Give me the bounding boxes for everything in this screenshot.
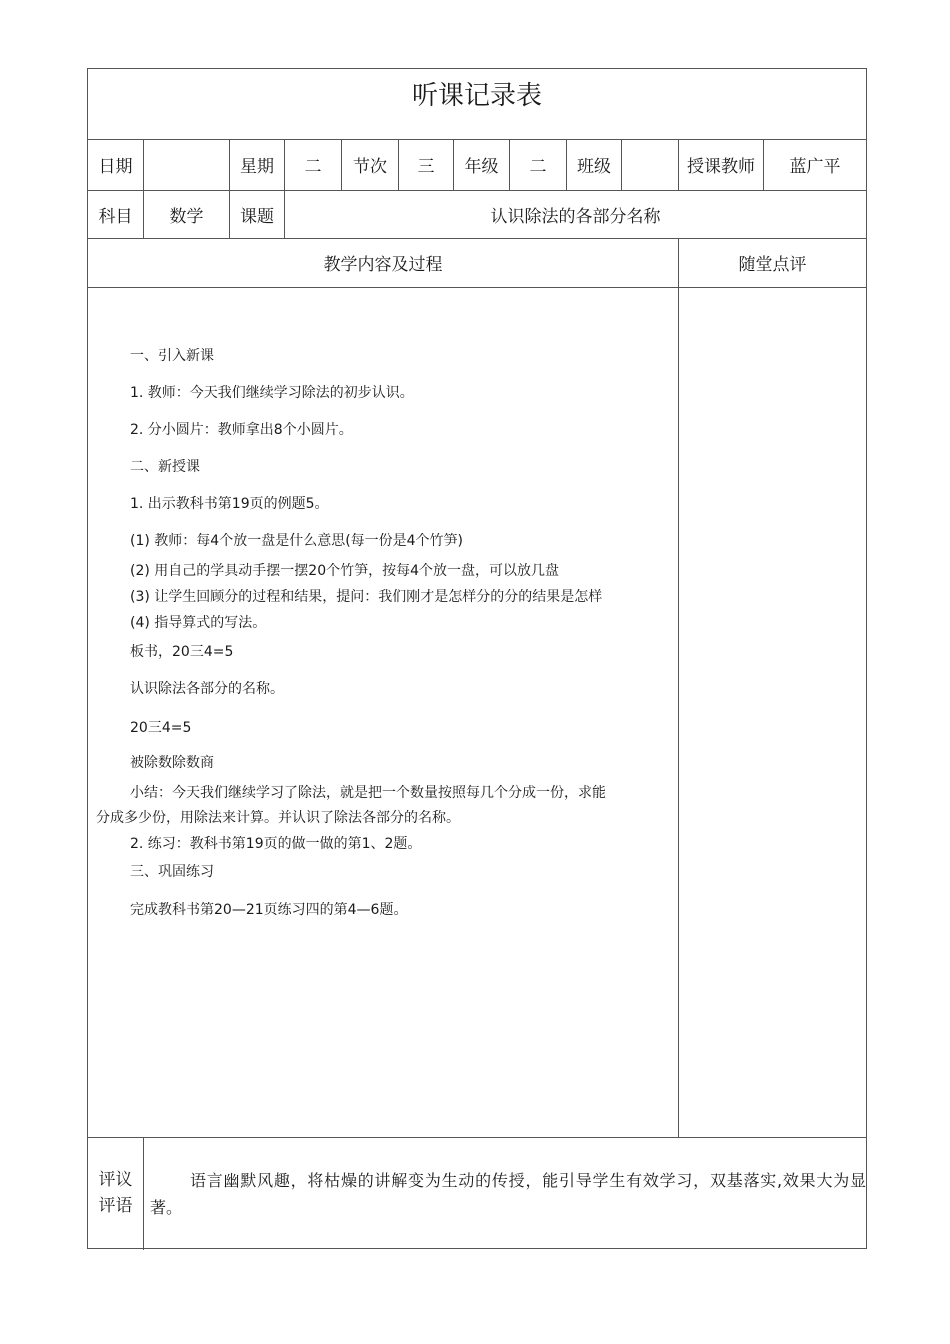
content-line: 一、引入新课 <box>130 348 214 364</box>
content-line: 1. 出示教科书第19页的例题5。 <box>130 496 329 512</box>
subject-value: 数学 <box>169 206 204 227</box>
subject-label: 科目 <box>98 206 133 227</box>
date-label: 日期 <box>98 157 133 177</box>
content-line: 被除数除数商 <box>130 755 214 771</box>
date-value <box>144 139 229 190</box>
teacher-value: 蓝广平 <box>789 157 841 177</box>
class-label: 班级 <box>577 157 611 177</box>
grade-label: 年级 <box>464 157 499 177</box>
content-line: 分成多少份，用除法来计算。并认识了除法各部分的名称。 <box>96 810 460 826</box>
comment-label-line: 评议 <box>98 1170 133 1190</box>
lesson-record-form <box>87 68 867 1249</box>
content-line: 2. 分小圆片：教师拿出8个小圆片。 <box>130 422 353 438</box>
row-divider <box>88 287 866 288</box>
form-title: 听课记录表 <box>411 81 542 111</box>
period-value: 三 <box>417 157 435 177</box>
content-line: (2) 用自己的学具动手摆一摆20个竹笋，按每4个放一盘，可以放几盘 <box>130 563 560 579</box>
content-header: 教学内容及过程 <box>323 255 443 275</box>
comment-label <box>88 1137 143 1249</box>
grade-value: 二 <box>529 157 547 177</box>
weekday-value: 二 <box>304 157 322 177</box>
topic-label: 课题 <box>240 206 274 227</box>
content-line: 20三4=5 <box>130 720 192 736</box>
content-line: 板书，20三4=5 <box>130 644 234 660</box>
content-line: 三、巩固练习 <box>130 864 214 880</box>
content-line: (1) 教师：每4个放一盘是什么意思(每一份是4个竹笋) <box>130 533 464 549</box>
content-line: 小结：今天我们继续学习了除法，就是把一个数量按照每几个分成一份，求能 <box>130 785 606 801</box>
content-line: 认识除法各部分的名称。 <box>130 681 284 697</box>
comment-text: 语言幽默风趣，将枯燥的讲解变为生动的传授，能引导学生有效学习，双基落实,效果大为显著。 <box>150 1171 866 1217</box>
content-line: (4) 指导算式的写法。 <box>130 615 267 631</box>
teacher-label: 授课教师 <box>687 157 755 177</box>
col-divider <box>678 238 679 1137</box>
row-divider <box>88 1137 866 1138</box>
col-divider <box>143 1137 144 1250</box>
content-line: 完成教科书第20—21页练习四的第4—6题。 <box>130 902 408 918</box>
content-line: 二、新授课 <box>130 459 200 475</box>
content-line: 2. 练习：教科书第19页的做一做的第1、2题。 <box>130 836 422 852</box>
class-value <box>622 139 678 190</box>
topic-value: 认识除法的各部分名称 <box>490 206 661 227</box>
comment-label-line: 评语 <box>98 1196 133 1216</box>
remarks-header: 随堂点评 <box>738 255 807 275</box>
content-line: 1. 教师：今天我们继续学习除法的初步认识。 <box>130 385 414 401</box>
weekday-label: 星期 <box>240 157 274 177</box>
period-label: 节次 <box>353 157 387 177</box>
content-line: (3) 让学生回顾分的过程和结果，提问：我们刚才是怎样分的分的结果是怎样 <box>130 589 603 605</box>
